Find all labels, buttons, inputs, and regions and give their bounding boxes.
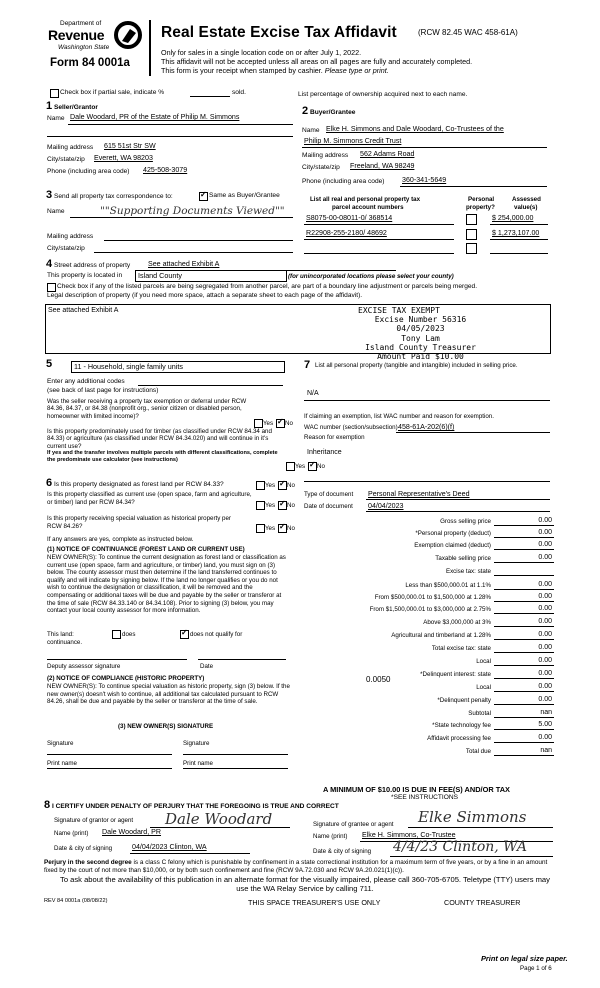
owner-print-label-2: Print name	[183, 760, 213, 767]
owner-signature-label-1: Signature	[47, 740, 74, 747]
does-not-label: does not qualify for	[190, 631, 243, 638]
parcel-number-1[interactable]: S8075-00-08011-0/ 368514	[306, 214, 393, 222]
deputy-date-label: Date	[200, 663, 214, 670]
timber-no-checkbox[interactable]	[308, 462, 317, 471]
personal-property-checkbox-3[interactable]	[466, 243, 477, 254]
doc-date-line	[366, 511, 550, 512]
calc-label: Total due	[465, 748, 491, 755]
correspondence-city-label: City/state/zip	[47, 245, 85, 252]
historic-no-checkbox[interactable]	[278, 524, 287, 533]
exemption-question: Was the seller receiving a property tax exemption or deferral under RCW 84.36, 84.37, or 84.38 (nonprofit org., senior citizen or disabled person, homeowner with limited income)?	[47, 398, 247, 420]
stamp-line-3: 04/05/2023	[396, 324, 445, 334]
grantee-date-line	[390, 856, 553, 857]
sold-label: sold.	[232, 89, 246, 96]
owner-print-field-1[interactable]	[47, 768, 172, 769]
additional-codes-hint: (see back of last page for instructions)	[47, 387, 159, 394]
buyer-phone-label: Phone (including area code)	[302, 178, 385, 185]
calc-label: Affidavit processing fee	[427, 735, 491, 742]
current-use-yes-label: Yes	[265, 502, 276, 509]
doc-type-label: Type of document	[304, 491, 354, 498]
calc-label: Local	[476, 684, 491, 691]
grantee-date-label: Date & city of signing	[313, 848, 372, 855]
exemption-yes-label: Yes	[263, 420, 274, 427]
grantor-name-label: Name (print)	[54, 830, 89, 837]
calc-value[interactable]: 0.00	[538, 670, 552, 677]
parcel-line-1	[304, 224, 454, 225]
logo-department: Department of	[60, 20, 102, 27]
page-number: Page 1 of 6	[520, 965, 552, 972]
personal-property-label: List all personal property (tangible and intangible) included in selling price.	[315, 362, 518, 369]
deputy-date-field[interactable]	[198, 659, 286, 660]
grantor-name-field[interactable]: Dale Woodard, PR	[102, 828, 162, 836]
segregated-checkbox[interactable]	[47, 283, 56, 292]
personal-property-value[interactable]: N/A	[307, 390, 319, 397]
rcw-reference: (RCW 82.45 WAC 458-61A)	[418, 28, 518, 37]
section-6-q1: 6 Is this property designated as forest land per RCW 84.33?	[46, 477, 224, 489]
calc-value[interactable]: nan	[540, 709, 552, 716]
forest-yes-checkbox[interactable]	[256, 481, 265, 490]
grantor-signature-line	[150, 827, 290, 828]
partial-pct-field[interactable]	[190, 96, 230, 97]
correspondence-address-label: Mailing address	[47, 233, 94, 240]
seller-name-field[interactable]: Dale Woodard, PR of the Estate of Philip M. Simmons	[70, 113, 240, 121]
calc-value[interactable]: 0.00	[538, 541, 552, 548]
forest-no-label: No	[287, 482, 295, 489]
calc-label: *Delinquent interest: state	[420, 671, 491, 678]
header-note-3: This form is your receipt when stamped by cashier. Please type or print.	[161, 66, 389, 75]
timber-question: Is this property predominately used for timber (as classified under RCW 84.34 and 84.33) or agriculture (as classified under RCW 84.34.020) and will continue in it's current use?	[47, 428, 272, 450]
timber-instructions: If yes and the transfer involves multiple parcels with different classifications, complete the predominate use calculator (see instructions)	[47, 450, 278, 463]
correspondence-name-line	[70, 217, 293, 218]
calc-label: Exemption claimed (deduct)	[414, 542, 491, 549]
exemption-no-label: No	[285, 420, 293, 427]
buyer-address-field[interactable]: 562 Adams Road	[360, 150, 415, 158]
reason-label: Reason for exemption	[304, 434, 365, 441]
buyer-city-field[interactable]: Freeland, WA 98249	[350, 162, 415, 170]
calc-value[interactable]: 0.00	[538, 696, 552, 703]
owner-signature-field-2[interactable]	[183, 754, 288, 755]
value-header-2: value(s)	[514, 204, 538, 211]
doc-date-field[interactable]: 04/04/2023	[368, 502, 404, 510]
additional-codes-field[interactable]	[138, 385, 283, 386]
local-rate: 0.0050	[366, 675, 391, 684]
continuance-label: continuance.	[47, 639, 83, 646]
county-select[interactable]: Island County	[135, 270, 287, 282]
seller-address-label: Mailing address	[47, 144, 94, 151]
assessed-value-3[interactable]	[490, 253, 548, 254]
historic-yes-checkbox[interactable]	[256, 524, 265, 533]
claim-exemption-label: If claiming an exemption, list WAC number and reason for exemption.	[304, 413, 494, 420]
buyer-name-field-2[interactable]: Philip M. Simmons Credit Trust	[304, 137, 402, 145]
segregated-label: Check box if any of the listed parcels are being segregated from another parcel, are part of a boundary line adjustment or parcels being merged.	[57, 283, 478, 290]
grantee-signature[interactable]: Elke Simmons	[418, 808, 527, 826]
calc-label: Total excise tax: state	[431, 645, 491, 652]
calc-label: Agricultural and timberland at 1.28%	[391, 632, 491, 639]
correspondence-name-label: Name	[47, 208, 65, 215]
calc-value[interactable]: 0.00	[538, 581, 552, 588]
wac-line	[396, 432, 550, 433]
exemption-yes-checkbox[interactable]	[254, 419, 263, 428]
calc-value[interactable]: nan	[540, 747, 552, 754]
seller-address-field[interactable]: 615 51st Str SW	[104, 142, 156, 150]
calc-label: Less than $500,000.01 at 1.1%	[405, 582, 491, 589]
calc-value[interactable]: 5.00	[538, 721, 552, 728]
timber-no-label: No	[317, 463, 325, 470]
answers-yes-note: If any answers are yes, complete as instructed below.	[47, 536, 194, 543]
buyer-name-line	[302, 147, 547, 148]
ownership-note: List percentage of ownership acquired next to each name.	[298, 91, 468, 98]
calc-value[interactable]: 0.00	[538, 529, 552, 536]
personal-property-checkbox-2[interactable]	[466, 229, 477, 240]
personal-header-1: Personal	[468, 196, 495, 203]
grantor-date-field[interactable]: 04/04/2023 Clinton, WA	[132, 843, 207, 851]
wac-label: WAC number (section/subsection)	[304, 424, 398, 431]
current-use-question: Is this property classified as current use (open space, farm and agriculture, or timber) land per RCW 84.34?	[47, 491, 252, 506]
treasurer-stamp	[358, 306, 483, 361]
wac-field[interactable]: 458-61A-202(6)(f)	[398, 423, 455, 431]
forest-yes-label: Yes	[265, 482, 276, 489]
calc-value[interactable]: 0.00	[538, 593, 552, 600]
calc-value[interactable]: 0.00	[538, 657, 552, 664]
section-2-heading: 2 Buyer/Grantee	[302, 105, 356, 117]
does-not-qualify-checkbox[interactable]	[180, 630, 189, 639]
assessed-value-1[interactable]: $ 254,000.00	[492, 214, 534, 222]
grantee-date-field[interactable]: 4/4/23 Clinton, WA	[393, 839, 527, 855]
parcel-number-3[interactable]	[304, 253, 454, 254]
notice-continuance-heading: (1) NOTICE OF CONTINUANCE (FOREST LAND OR CURRENT USE)	[47, 546, 245, 553]
treasurer-use-label: THIS SPACE TREASURER'S USE ONLY	[248, 898, 381, 907]
forest-no-checkbox[interactable]	[278, 481, 287, 490]
grantor-date-line	[130, 853, 250, 854]
calc-value[interactable]: 0.00	[538, 605, 552, 612]
partial-sale-label: Check box if partial sale, indicate %	[60, 89, 165, 96]
street-address-field[interactable]: See attached Exhibit A	[148, 260, 220, 268]
partial-sale-checkbox[interactable]	[50, 89, 59, 98]
minimum-due: A MINIMUM OF $10.00 IS DUE IN FEE(S) AND/OR TAX	[323, 785, 510, 794]
current-use-yes-checkbox[interactable]	[256, 501, 265, 510]
parcels-header-2: parcel account numbers	[332, 204, 404, 211]
notice-compliance-body: NEW OWNER(S): To continue special valuation as historic property, sign (3) below. If the new owner(s) doesn't wish to continue, all additional tax calculated pursuant to RCW 84.26, shall be due and payable by the seller or transferor at the time of sale.	[47, 683, 290, 706]
calc-label: From $500,000.01 to $1,500,000 at 1.28%	[374, 594, 491, 601]
accessibility-notice: To ask about the availability of this publication in an alternate format for the visually impaired, please call 360-705-6705. Teletype (TTY) users may use the WA Relay Service by calling 711.	[60, 875, 550, 893]
deputy-signature-label: Deputy assessor signature	[47, 663, 121, 670]
grantee-signature-line	[408, 827, 553, 828]
section-1-heading: 1 Seller/Grantor	[46, 100, 98, 112]
calc-value[interactable]: 0.00	[538, 517, 552, 524]
property-use-select[interactable]: 11 - Household, single family units	[71, 361, 285, 373]
same-as-buyer-checkbox[interactable]	[199, 192, 208, 201]
deputy-signature-field[interactable]	[47, 659, 187, 660]
grantee-name-label: Name (print)	[313, 833, 348, 840]
section-4-heading: 4 Street address of property	[46, 258, 131, 270]
personal-property-checkbox-1[interactable]	[466, 214, 477, 225]
exemption-no-checkbox[interactable]	[276, 419, 285, 428]
legal-paper-note: Print on legal size paper.	[481, 954, 568, 963]
grantor-date-label: Date & city of signing	[54, 845, 113, 852]
reason-field[interactable]: Inheritance	[307, 449, 342, 456]
calc-label: Subtotal	[468, 710, 491, 717]
buyer-phone-field[interactable]: 360-341-5649	[402, 176, 447, 184]
calc-label: Excise tax: state	[445, 568, 491, 575]
new-owner-signature-heading: (3) NEW OWNER(S) SIGNATURE	[118, 723, 214, 730]
parcel-number-2[interactable]: R22908-255-2180/ 48692	[306, 229, 387, 237]
calc-label: Gross selling price	[440, 518, 491, 525]
calc-value[interactable]: 0.00	[538, 618, 552, 625]
buyer-phone-line	[400, 186, 547, 187]
header-note-1: Only for sales in a single location code on or after July 1, 2022.	[161, 48, 362, 57]
doc-type-field[interactable]: Personal Representative's Deed	[368, 490, 470, 498]
located-in-label: This property is located in	[47, 272, 123, 279]
same-as-buyer-label: Same as Buyer/Grantee	[209, 192, 280, 199]
calc-label: Above $3,000,000 at 3%	[423, 619, 491, 626]
doc-type-line	[366, 499, 550, 500]
calc-label: *State technology fee	[432, 722, 491, 729]
grantee-signature-label: Signature of grantee or agent	[313, 821, 394, 828]
current-use-no-label: No	[287, 502, 295, 509]
grantor-signature[interactable]: Dale Woodard	[165, 810, 273, 828]
parcel-line-2	[304, 239, 454, 240]
unincorporated-note: (for unincorporated locations please select your county)	[288, 273, 454, 280]
personal-header-2: property?	[466, 204, 495, 211]
stamp-line-2: Excise Number 56316	[374, 315, 467, 325]
county-treasurer-label: COUNTY TREASURER	[444, 898, 521, 907]
correspondence-address-field[interactable]	[104, 240, 293, 241]
legal-description-label: Legal description of property (if you need more space, attach a separate sheet to each page of the affidavit).	[47, 292, 363, 299]
revision-label: REV 84 0001a (08/08/22)	[44, 898, 108, 904]
owner-signature-field-1[interactable]	[47, 754, 172, 755]
section-3-heading: 3 Send all property tax correspondence to:	[46, 189, 173, 201]
calc-value[interactable]: 0.00	[538, 644, 552, 651]
buyer-address-label: Mailing address	[302, 152, 349, 159]
reason-line	[304, 481, 550, 482]
doc-date-label: Date of document	[304, 503, 353, 510]
stamp-line-1: EXCISE TAX EXEMPT	[358, 306, 440, 315]
calc-label: *Personal property (deduct)	[415, 530, 491, 537]
this-land-label: This land:	[47, 631, 74, 638]
perjury-notice: Perjury in the second degree is a class C felony which is punishable by confinement in a state correctional institution for a maximum term of five years, or by a fine in an amount fixed by the court of not more than $10,000, or by both such confinement and fine (RCW 9A.72.030 and RCW 9A.20.021(1)(c)).	[44, 859, 548, 874]
timber-yes-label: Yes	[295, 463, 306, 470]
owner-print-label-1: Print name	[47, 760, 77, 767]
seller-phone-field[interactable]: 425-508-3079	[143, 166, 188, 174]
seller-phone-label: Phone (including area code)	[47, 168, 130, 175]
historic-yes-label: Yes	[265, 525, 276, 532]
buyer-name-label: Name	[302, 127, 320, 134]
historic-no-label: No	[287, 525, 295, 532]
does-label: does	[122, 631, 136, 638]
section-7-number: 7	[304, 359, 311, 371]
calc-value[interactable]: 0.00	[538, 631, 552, 638]
correspondence-city-field[interactable]	[94, 252, 293, 253]
grantor-signature-label: Signature of grantor or agent	[54, 817, 134, 824]
calc-value-line	[494, 575, 554, 576]
calc-label: Local	[476, 658, 491, 665]
legal-description-value: See attached Exhibit A	[48, 307, 119, 314]
stamp-line-4: Tony Lam	[401, 333, 440, 343]
page-title: Real Estate Excise Tax Affidavit	[161, 24, 397, 41]
seller-name-line	[68, 124, 293, 125]
calc-label: *Delinquent penalty	[437, 697, 491, 704]
notice-compliance-heading: (2) NOTICE OF COMPLIANCE (HISTORIC PROPERTY)	[47, 675, 205, 682]
seller-city-field[interactable]: Everett, WA 98203	[94, 154, 153, 162]
value-line-1	[490, 224, 548, 225]
historic-question: Is this property receiving special valuation as historical property per RCW 84.26?	[47, 515, 231, 530]
calc-value[interactable]: 0.00	[538, 554, 552, 561]
calc-value[interactable]: 0.00	[538, 683, 552, 690]
logo-state: Washington State	[58, 44, 110, 51]
section-5-number: 5	[46, 358, 53, 370]
header-note-2: This affidavit will not be accepted unless all areas on all pages are fully and accurately completed.	[161, 57, 473, 66]
additional-codes-label: Enter any additional codes	[47, 378, 125, 385]
assessed-value-2[interactable]: $ 1,273,107.00	[492, 229, 540, 237]
seller-city-label: City/state/zip	[47, 156, 85, 163]
calc-label: From $1,500,000.01 to $3,000,000 at 2.75%	[369, 606, 491, 613]
see-instructions: *SEE INSTRUCTIONS	[391, 794, 459, 801]
header-divider	[149, 20, 151, 76]
notice-continuance-body: NEW OWNER(S): To continue the current designation as forest land or classification as current use (open space, farm and agriculture, or timber) land, you must sign on (3) below. The county assessor must then determine if the land transferred continues to qualify and will indicate by signing below. If the land no longer qualifies or you do not wish to continue the designation or classification, it will be removed and the compensating or additional taxes will be due and payable by the seller or transferor at the time of sale (RCW 84.33.140 or 84.34.108). Prior to signing (3) below, you may contact your local county assessor for more information.	[47, 554, 286, 615]
grantee-name-field[interactable]: Elke H. Simmons, Co-Trustee	[362, 831, 456, 839]
revenue-logo-icon	[114, 21, 142, 49]
owner-print-field-2[interactable]	[183, 768, 288, 769]
current-use-no-checkbox[interactable]	[278, 501, 287, 510]
supporting-docs-stamp: ""Supporting Documents Viewed""	[100, 205, 285, 217]
calc-value[interactable]: 0.00	[538, 734, 552, 741]
buyer-city-label: City/state/zip	[302, 164, 340, 171]
logo-agency: Revenue	[48, 27, 105, 43]
value-header-1: Assessed	[512, 196, 541, 203]
personal-property-line	[304, 400, 550, 401]
section-8-cert: 8 I CERTIFY UNDER PENALTY OF PERJURY THAT THE FOREGOING IS TRUE AND CORRECT	[44, 799, 339, 811]
buyer-name-field-1[interactable]: Elke H. Simmons and Dale Woodard, Co-Trustees of the	[326, 125, 504, 133]
seller-name-line-2	[47, 136, 293, 137]
stamp-line-5: Island County Treasurer	[365, 342, 476, 352]
value-line-2	[490, 239, 548, 240]
form-number: Form 84 0001a	[50, 57, 130, 69]
does-qualify-checkbox[interactable]	[112, 630, 121, 639]
timber-yes-checkbox[interactable]	[286, 462, 295, 471]
parcels-header-1: List all real and personal property tax	[310, 196, 421, 203]
seller-name-label: Name	[47, 115, 65, 122]
stamp-line-6: Amount Paid $10.00	[377, 352, 464, 362]
calc-label: Taxable selling price	[435, 555, 491, 562]
owner-signature-label-2: Signature	[183, 740, 210, 747]
